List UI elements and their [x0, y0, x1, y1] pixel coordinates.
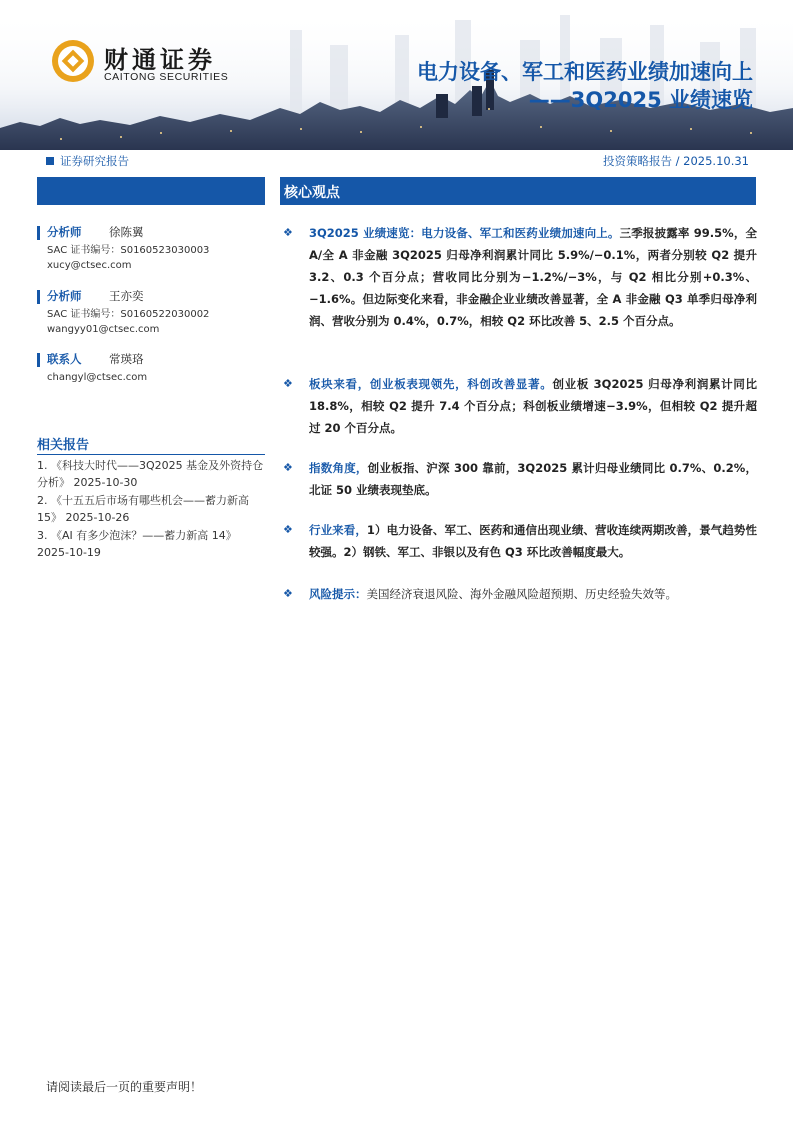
accent-bar [37, 226, 40, 240]
analyst-name: 王亦奕 [109, 289, 144, 303]
core-bullet [283, 583, 757, 605]
bullet-bold: 创业板 3Q2025 归母净利润累计同比 18.8%，相较 Q2 提升 7.4 个百分点；科创板业绩增速−3.9%，但相较 Q2 提升超过 20 个百分点。 [309, 377, 758, 435]
square-bullet-icon [46, 157, 54, 165]
diamond-bullet-icon: ❖ [283, 226, 293, 239]
bullet-lead: 板块来看，创业板表现领先，科创改善显著。 [309, 377, 553, 391]
contact-email[interactable]: changyl@ctsec.com [47, 372, 148, 383]
analyst-email[interactable]: wangyy01@ctsec.com [47, 324, 160, 335]
brand-name-en: CAITONG SECURITIES [104, 71, 229, 83]
diamond-bullet-icon: ❖ [283, 587, 293, 600]
analyst-role: 分析师 [47, 289, 82, 303]
title-line-1: 电力设备、军工和医药业绩加速向上 [417, 60, 753, 84]
left-header-bar [37, 177, 265, 205]
analyst-sac: SAC 证书编号：S0160523030003 [47, 245, 210, 256]
related-reports-list [37, 458, 267, 563]
diamond-bullet-icon: ❖ [283, 377, 293, 390]
report-title [417, 58, 753, 114]
core-bullet [283, 373, 757, 439]
core-bullet [283, 222, 757, 332]
analyst-sac: SAC 证书编号：S0160522030002 [47, 309, 210, 320]
brand-logo [50, 38, 250, 88]
bullet-bold: 三季报披露率 99.5%，全 A/全 A 非金融 3Q2025 归母净利润累计同比 5.9%/−0.1%，两者分别较 Q2 提升 3.2、0.3 个百分点；营收同比分别为−1.2%/−3%，与 Q2 相比分别+0.3%、−1.6%。但边际变化来看，非金融企业业绩改善显著，全 A 非金融 Q3 单季归母净利润、营收分别为 0.4%，0.7%，相较 Q2 环比改善 5、2.5 个百分点。 [309, 226, 757, 328]
related-reports-title: 相关报告 [37, 438, 90, 453]
analyst-role: 分析师 [47, 225, 82, 239]
divider [37, 454, 265, 455]
analyst-name: 徐陈翼 [109, 225, 144, 239]
related-report-item[interactable]: 1. 《科技大时代——3Q2025 基金及外资持仓分析》 2025-10-30 [37, 459, 264, 489]
analyst-block [37, 225, 265, 275]
bullet-bold: 创业板指、沪深 300 靠前，3Q2025 累计归母业绩同比 0.7%、0.2%，北证 50 业绩表现垫底。 [309, 461, 758, 497]
contact-block [37, 352, 265, 388]
analyst-email[interactable]: xucy@ctsec.com [47, 260, 132, 271]
analyst-block [37, 289, 265, 339]
accent-bar [37, 353, 40, 367]
related-report-item[interactable]: 2. 《十五五后市场有哪些机会——蓄力新高 15》 2025-10-26 [37, 494, 249, 524]
related-report-item[interactable]: 3. 《AI 有多少泡沫？——蓄力新高 14》 2025-10-19 [37, 529, 237, 559]
core-views-header [280, 177, 756, 205]
bullet-lead: 指数角度， [309, 461, 368, 475]
bullet-lead: 风险提示： [309, 587, 367, 601]
bullet-lead: 3Q2025 业绩速览：电力设备、军工和医药业绩加速向上。 [309, 226, 620, 240]
report-type [46, 153, 129, 169]
core-bullet [283, 457, 757, 501]
bullet-bold: 1）电力设备、军工、医药和通信出现业绩、营收连续两期改善，景气趋势性较强。2）钢铁、军工、非银以及有色 Q3 环比改善幅度最大。 [309, 523, 758, 559]
disclaimer-note: 请阅读最后一页的重要声明！ [46, 1080, 203, 1094]
contact-name: 常瑛珞 [109, 352, 144, 366]
bullet-normal: 美国经济衰退风险、海外金融风险超预期、历史经验失效等。 [366, 587, 677, 601]
bullet-lead: 行业来看， [309, 523, 367, 537]
brand-name-cn: 财通证券 [104, 46, 216, 74]
title-line-2: ——3Q2025 业绩速览 [528, 88, 753, 112]
core-views-title: 核心观点 [284, 185, 340, 201]
report-type-label: 证券研究报告 [60, 154, 129, 168]
coin-logo-icon [50, 38, 96, 84]
core-bullet [283, 519, 757, 563]
diamond-bullet-icon: ❖ [283, 523, 293, 536]
report-category-date: 投资策略报告 / 2025.10.31 [602, 154, 749, 168]
accent-bar [37, 290, 40, 304]
diamond-bullet-icon: ❖ [283, 461, 293, 474]
contact-role: 联系人 [47, 352, 82, 366]
